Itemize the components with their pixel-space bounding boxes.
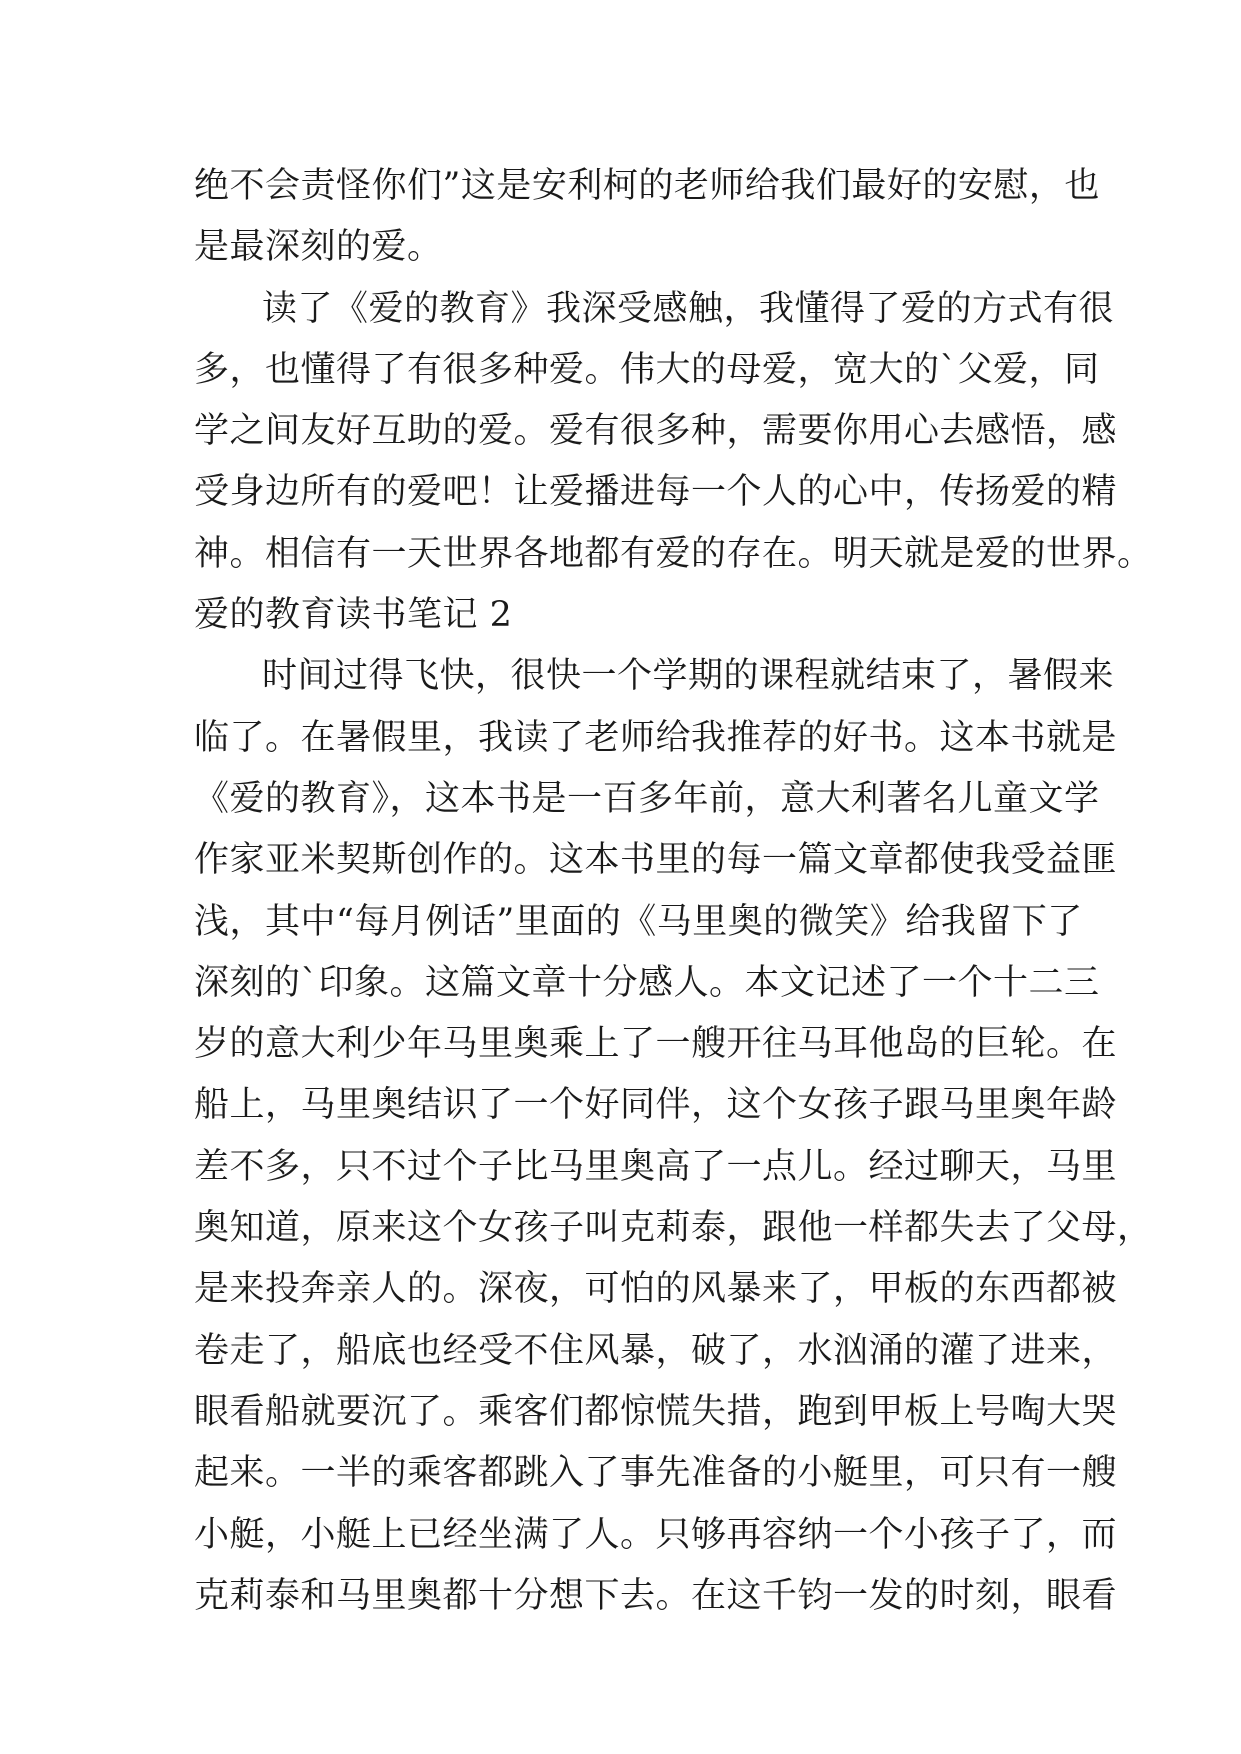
body-text xyxy=(194,156,1153,1627)
text-line: 深刻的`印象。这篇文章十分感人。本文记述了一个十二三 xyxy=(194,962,1100,1003)
text-line: 卷走了，船底也经受不住风暴，破了，水汹涌的灌了进来， xyxy=(194,1330,1118,1371)
text-line: 岁的意大利少年马里奥乘上了一艘开往马耳他岛的巨轮。在 xyxy=(194,1024,1118,1065)
text-line: 眼看船就要沉了。乘客们都惊慌失措，跑到甲板上号啕大哭 xyxy=(194,1391,1118,1432)
text-line: 《爱的教育》，这本书是一百多年前，意大利著名儿童文学 xyxy=(194,778,1100,819)
text-line: 读了《爱的教育》我深受感触，我懂得了爱的方式有很 xyxy=(262,288,1115,329)
text-line: 临了。在暑假里，我读了老师给我推荐的好书。这本书就是 xyxy=(194,717,1118,758)
text-line: 浅，其中“每月例话”里面的《马里奥的微笑》给我留下了 xyxy=(194,901,1083,942)
text-line: 作家亚米契斯创作的。这本书里的每一篇文章都使我受益匪 xyxy=(194,840,1118,881)
text-line: 小艇，小艇上已经坐满了人。只够再容纳一个小孩子了，而 xyxy=(194,1514,1118,1555)
text-line: 受身边所有的爱吧！让爱播进每一个人的心中，传扬爱的精 xyxy=(194,472,1118,513)
text-line: 多，也懂得了有很多种爱。伟大的母爱，宽大的`父爱，同 xyxy=(194,349,1100,390)
text-line: 学之间友好互助的爱。爱有很多种，需要你用心去感悟，感 xyxy=(194,411,1118,452)
text-line: 差不多，只不过个子比马里奥高了一点儿。经过聊天，马里 xyxy=(194,1146,1118,1187)
text-line: 爱的教育读书笔记 2 xyxy=(194,595,513,636)
text-line: 克莉泰和马里奥都十分想下去。在这千钧一发的时刻，眼看 xyxy=(194,1575,1118,1616)
text-line: 奥知道，原来这个女孩子叫克莉泰，跟他一样都失去了父母， xyxy=(194,1208,1153,1249)
text-line: 起来。一半的乘客都跳入了事先准备的小艇里，可只有一艘 xyxy=(194,1453,1118,1494)
text-line: 是来投奔亲人的。深夜，可怕的风暴来了，甲板的东西都被 xyxy=(194,1269,1118,1310)
text-line: 神。相信有一天世界各地都有爱的存在。明天就是爱的世界。 xyxy=(194,533,1153,574)
text-line: 时间过得飞快，很快一个学期的课程就结束了，暑假来 xyxy=(262,656,1115,697)
text-line: 绝不会责怪你们”这是安利柯的老师给我们最好的安慰，也 xyxy=(194,166,1100,206)
text-line: 船上，马里奥结识了一个好同伴，这个女孩子跟马里奥年龄 xyxy=(194,1085,1118,1126)
text-line: 是最深刻的爱。 xyxy=(194,227,443,268)
